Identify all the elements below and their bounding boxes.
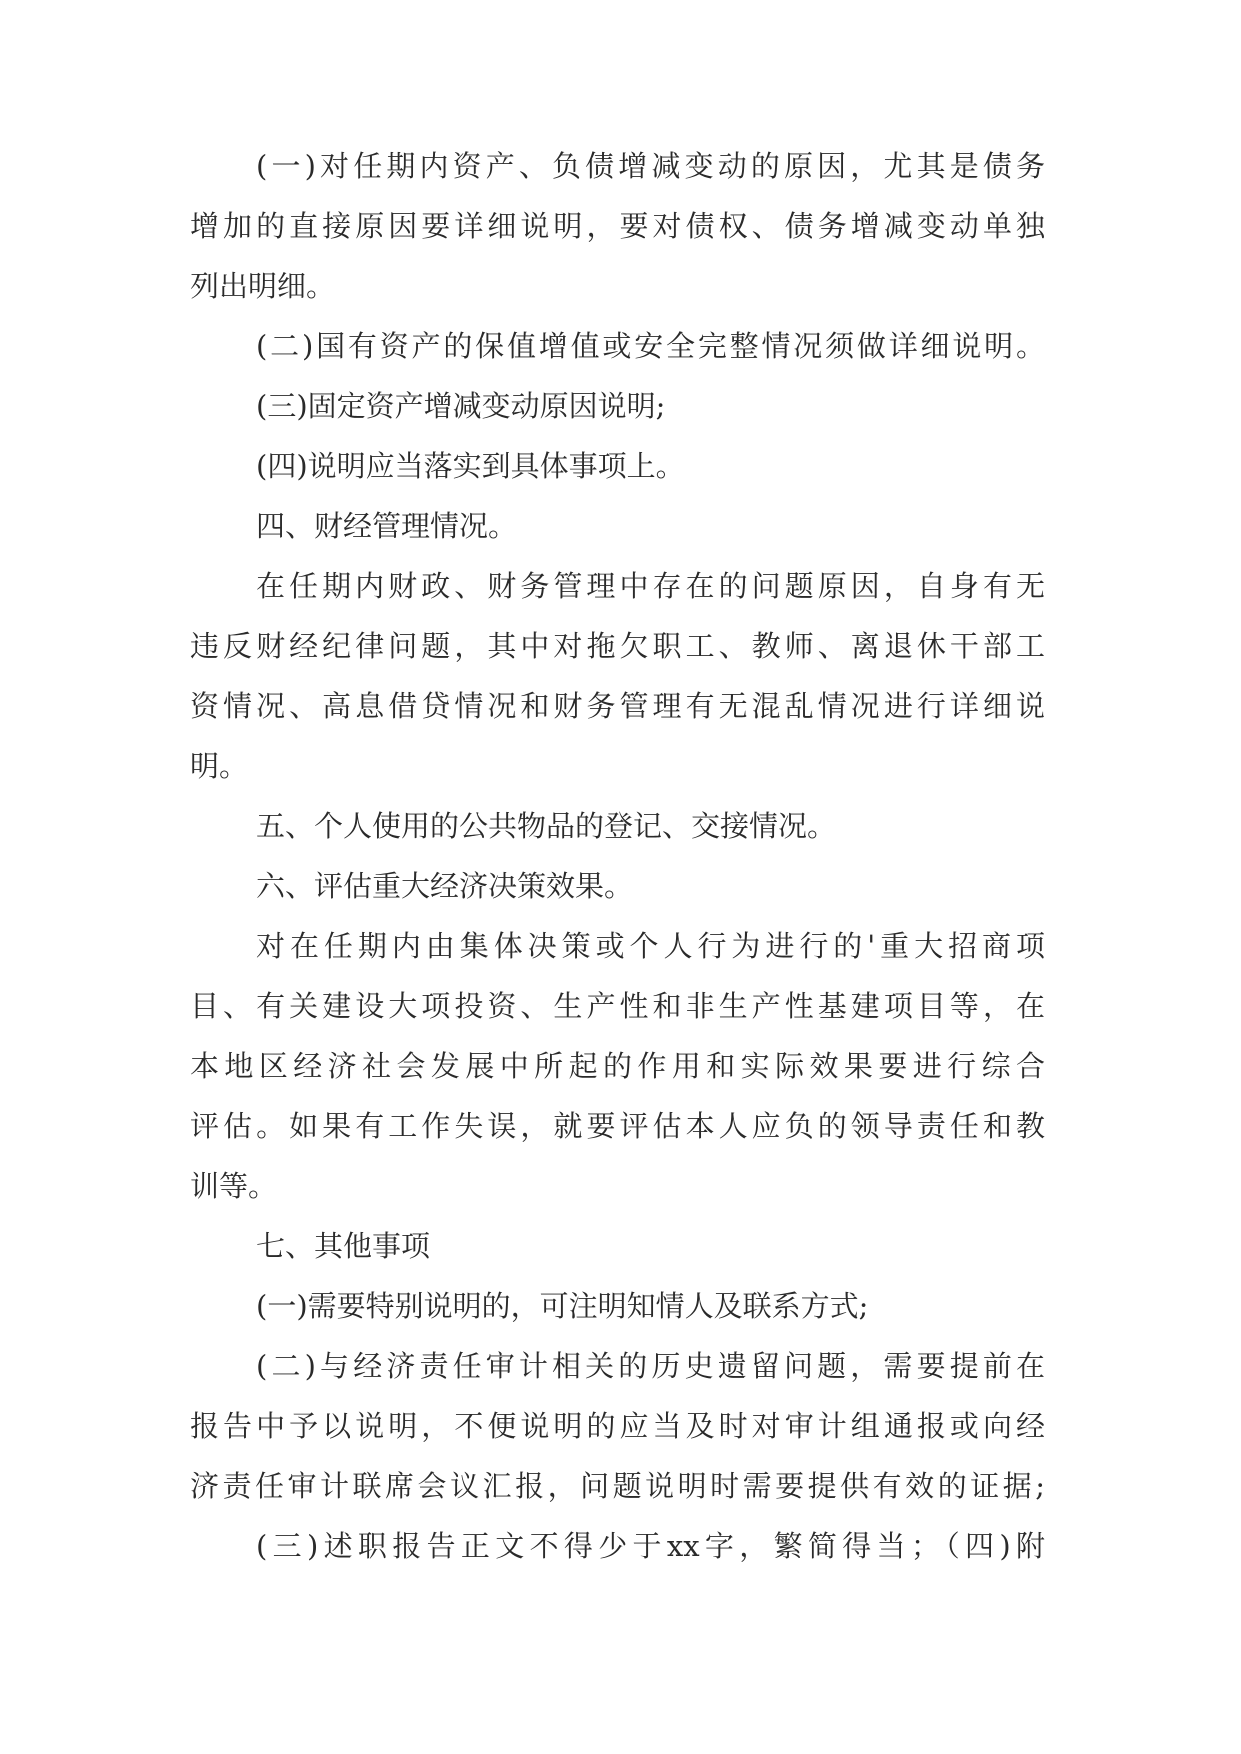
text-line: 对在任期内由集体决策或个人行为进行的'重大招商项: [256, 929, 1045, 963]
text-line: 违反财经纪律问题，其中对拖欠职工、教师、离退休干部工: [190, 629, 1045, 663]
text-line: 评估。如果有工作失误，就要评估本人应负的领导责任和教: [190, 1109, 1045, 1143]
text-line: (二)国有资产的保值增值或安全完整情况须做详细说明。: [256, 329, 1045, 363]
text-line: (四)说明应当落实到具体事项上。: [256, 449, 685, 483]
text-line: (三)固定资产增减变动原因说明;: [256, 389, 666, 423]
section-heading: 七、其他事项: [256, 1229, 431, 1263]
text-line: 增加的直接原因要详细说明，要对债权、债务增减变动单独: [190, 209, 1045, 243]
text-line: 明。: [190, 749, 249, 783]
text-line: 资情况、高息借贷情况和财务管理有无混乱情况进行详细说: [190, 689, 1045, 723]
text-line: (一)需要特别说明的，可注明知情人及联系方式;: [256, 1289, 869, 1323]
text-line: (三)述职报告正文不得少于xx字，繁简得当；（四)附: [256, 1529, 1045, 1563]
text-line: 本地区经济社会发展中所起的作用和实际效果要进行综合: [190, 1049, 1045, 1083]
section-heading: 六、评估重大经济决策效果。: [256, 869, 634, 903]
section-heading: 四、财经管理情况。: [256, 509, 518, 543]
text-line: 训等。: [190, 1169, 278, 1203]
text-line: 报告中予以说明，不便说明的应当及时对审计组通报或向经: [190, 1409, 1045, 1443]
text-line: 在任期内财政、财务管理中存在的问题原因，自身有无: [256, 569, 1045, 603]
text-line: 目、有关建设大项投资、生产性和非生产性基建项目等，在: [190, 989, 1045, 1023]
text-line: 列出明细。: [190, 269, 336, 303]
text-line: (一)对任期内资产、负债增减变动的原因，尤其是债务: [256, 149, 1045, 183]
text-line: (二)与经济责任审计相关的历史遗留问题，需要提前在: [256, 1349, 1045, 1383]
section-heading: 五、个人使用的公共物品的登记、交接情况。: [256, 809, 837, 843]
text-line: 济责任审计联席会议汇报，问题说明时需要提供有效的证据;: [190, 1469, 1045, 1503]
